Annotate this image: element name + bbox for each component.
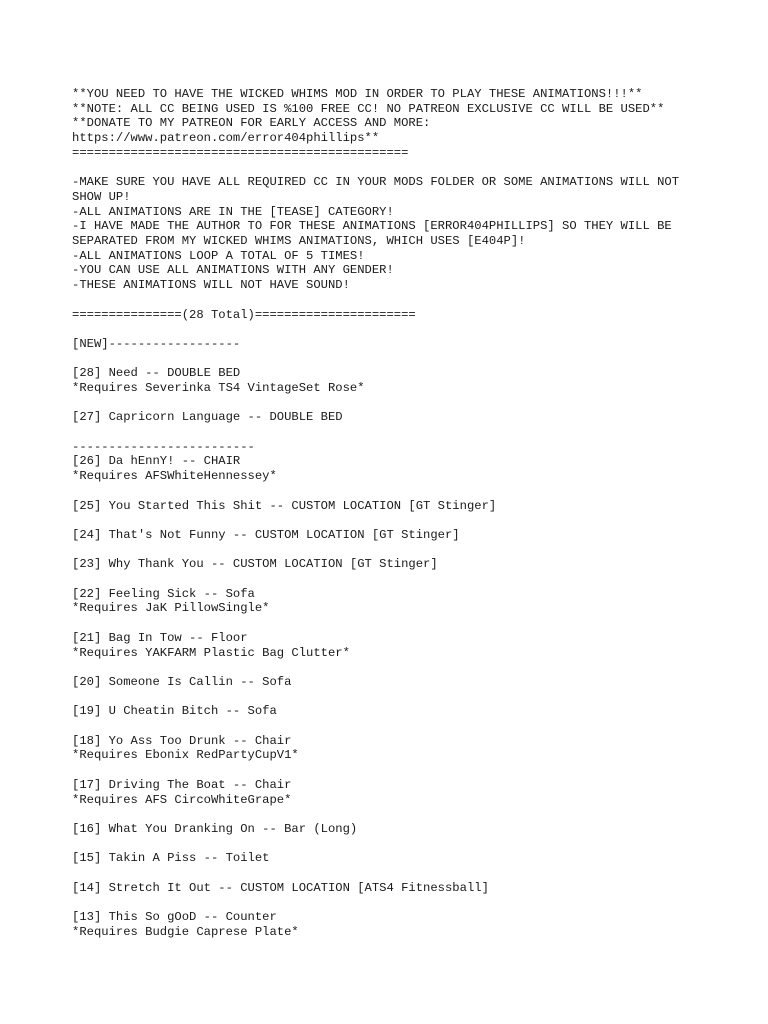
spacer	[72, 572, 752, 587]
note-line: -I HAVE MADE THE AUTHOR TO FOR THESE ANIMATIONS [ERROR404PHILLIPS] SO THEY WILL BE	[72, 219, 672, 234]
header-warning-line: **YOU NEED TO HAVE THE WICKED WHIMS MOD IN ORDER TO PLAY THESE ANIMATIONS!!!**	[72, 87, 643, 101]
list-item	[72, 528, 752, 543]
list-item	[72, 499, 752, 514]
animation-title: [18] Yo Ass Too Drunk -- Chair	[72, 733, 292, 748]
header-donate-line: **DONATE TO MY PATREON FOR EARLY ACCESS AND MORE:	[72, 116, 431, 131]
list-item	[72, 851, 752, 866]
animation-title: [15] Takin A Piss -- Toilet	[72, 851, 270, 866]
header-divider: ==============================================	[72, 145, 409, 160]
spacer	[72, 396, 752, 411]
spacer	[72, 484, 752, 499]
animation-title: [13] This So gOoD -- Counter	[72, 910, 277, 925]
document-body	[72, 87, 752, 939]
list-item	[72, 881, 752, 896]
animation-requirement: *Requires Severinka TS4 VintageSet Rose*	[72, 381, 365, 395]
list-item	[72, 822, 752, 837]
animation-title: [19] U Cheatin Bitch -- Sofa	[72, 704, 277, 719]
spacer	[72, 352, 752, 367]
note-line: -MAKE SURE YOU HAVE ALL REQUIRED CC IN YOUR MODS FOLDER OR SOME ANIMATIONS WILL NOT	[72, 175, 680, 190]
note-line: -THESE ANIMATIONS WILL NOT HAVE SOUND!	[72, 278, 350, 293]
animation-title: [22] Feeling Sick -- Sofa	[72, 586, 255, 601]
spacer	[72, 690, 752, 705]
animation-title: [16] What You Dranking On -- Bar (Long)	[72, 821, 358, 836]
animation-requirement: *Requires YAKFARM Plastic Bag Clutter*	[72, 645, 350, 660]
animation-title: [26] Da hEnnY! -- CHAIR	[72, 454, 241, 469]
list-item	[72, 778, 752, 807]
spacer	[72, 837, 752, 852]
animation-requirement: *Requires Ebonix RedPartyCupV1*	[72, 748, 299, 763]
animation-title: [14] Stretch It Out -- CUSTOM LOCATION [ATS4 Fitnessball]	[72, 880, 489, 895]
list-item	[72, 734, 752, 763]
animation-title: [21] Bag In Tow -- Floor	[72, 630, 248, 645]
note-line: SEPARATED FROM MY WICKED WHIMS ANIMATIONS, WHICH USES [E404P]!	[72, 234, 526, 249]
total-count-divider: ===============(28 Total)======================	[72, 307, 416, 322]
animation-title: [27] Capricorn Language -- DOUBLE BED	[72, 410, 343, 425]
list-item	[72, 410, 752, 425]
header-block	[72, 87, 752, 161]
animation-requirement: *Requires AFS CircoWhiteGrape*	[72, 792, 292, 807]
animation-title: [23] Why Thank You -- CUSTOM LOCATION [GT Stinger]	[72, 557, 438, 572]
spacer	[72, 543, 752, 558]
spacer	[72, 293, 752, 308]
animation-title: [20] Someone Is Callin -- Sofa	[72, 674, 292, 689]
note-line: SHOW UP!	[72, 189, 131, 204]
animation-requirement: *Requires JaK PillowSingle*	[72, 601, 270, 616]
header-note-line: **NOTE: ALL CC BEING USED IS %100 FREE CC! NO PATREON EXCLUSIVE CC WILL BE USED**	[72, 101, 665, 116]
spacer	[72, 425, 752, 440]
notes-block	[72, 175, 752, 293]
list-item	[72, 704, 752, 719]
list-item	[72, 910, 752, 939]
list-item	[72, 454, 752, 483]
animation-title: [25] You Started This Shit -- CUSTOM LOCATION [GT Stinger]	[72, 498, 497, 513]
list-item	[72, 631, 752, 660]
spacer	[72, 161, 752, 176]
animation-title: [24] That's Not Funny -- CUSTOM LOCATION [GT Stinger]	[72, 527, 460, 542]
new-section-header: [NEW]------------------	[72, 336, 241, 351]
list-item	[72, 675, 752, 690]
spacer	[72, 616, 752, 631]
note-line: -ALL ANIMATIONS LOOP A TOTAL OF 5 TIMES!	[72, 248, 365, 263]
note-line: -ALL ANIMATIONS ARE IN THE [TEASE] CATEGORY!	[72, 204, 394, 219]
spacer	[72, 660, 752, 675]
spacer	[72, 866, 752, 881]
spacer	[72, 807, 752, 822]
note-line: -YOU CAN USE ALL ANIMATIONS WITH ANY GENDER!	[72, 263, 394, 278]
spacer	[72, 763, 752, 778]
spacer	[72, 719, 752, 734]
list-item	[72, 366, 752, 395]
spacer	[72, 895, 752, 910]
section-separator: -------------------------	[72, 439, 255, 454]
patreon-url: https://www.patreon.com/error404phillips**	[72, 131, 380, 146]
list-item	[72, 557, 752, 572]
animation-requirement: *Requires Budgie Caprese Plate*	[72, 924, 299, 939]
spacer	[72, 513, 752, 528]
animation-title: [17] Driving The Boat -- Chair	[72, 777, 292, 792]
list-item	[72, 587, 752, 616]
spacer	[72, 322, 752, 337]
animation-title: [28] Need -- DOUBLE BED	[72, 366, 241, 381]
animation-requirement: *Requires AFSWhiteHennessey*	[72, 469, 277, 484]
